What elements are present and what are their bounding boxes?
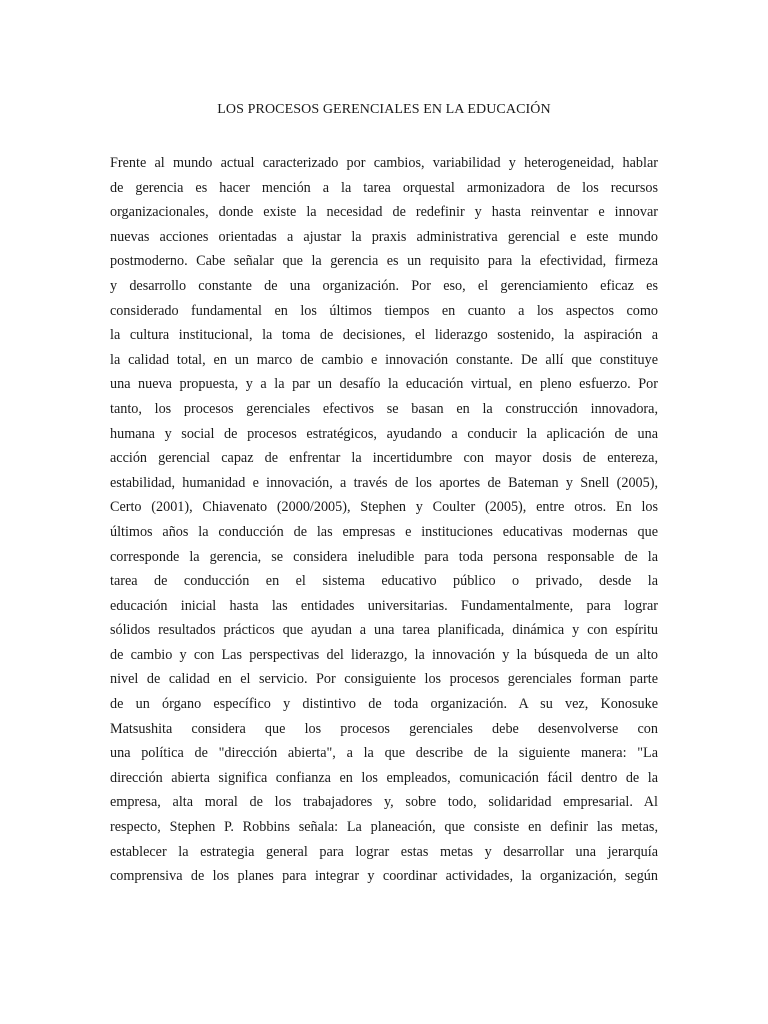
paragraph-line: comprensiva de los planes para integrar y coordinar actividades, la organización, según <box>110 868 658 885</box>
paragraph-line: la cultura institucional, la toma de decisiones, el liderazgo sostenido, la aspiración a <box>110 327 658 344</box>
paragraph-line: nuevas acciones orientadas a ajustar la praxis administrativa gerencial e este mundo <box>110 228 658 245</box>
paragraph-line: Certo (2001), Chiavenato (2000/2005), Stephen y Coulter (2005), entre otros. En los <box>110 499 658 516</box>
document-title: LOS PROCESOS GERENCIALES EN LA EDUCACIÓN <box>217 102 551 117</box>
paragraph-line: una nueva propuesta, y a la par un desafío la educación virtual, en pleno esfuerzo. Por <box>110 376 658 393</box>
paragraph-line: establecer la estrategia general para lograr estas metas y desarrollar una jerarquía <box>110 843 658 860</box>
paragraph-line: corresponde la gerencia, se considera ineludible para toda persona responsable de la <box>110 548 658 565</box>
paragraph-line: nivel de calidad en el servicio. Por consiguiente los procesos gerenciales forman parte <box>110 671 658 688</box>
paragraph-line: considerado fundamental en los últimos tiempos en cuanto a los aspectos como <box>110 302 658 319</box>
paragraph-line: empresa, alta moral de los trabajadores y, sobre todo, solidaridad empresarial. Al <box>110 794 658 811</box>
paragraph-line: una política de "dirección abierta", a la que describe de la siguiente manera: "La <box>110 745 658 762</box>
paragraph-line: Matsushita considera que los procesos gerenciales debe desenvolverse con <box>110 720 658 737</box>
paragraph-line: postmoderno. Cabe señalar que la gerencia es un requisito para la efectividad, firmeza <box>110 253 658 270</box>
paragraph-line: educación inicial hasta las entidades universitarias. Fundamentalmente, para lograr <box>110 597 658 614</box>
paragraph-line: de un órgano específico y distintivo de toda organización. A su vez, Konosuke <box>110 696 658 713</box>
paragraph-line: de gerencia es hacer mención a la tarea orquestal armonizadora de los recursos <box>110 179 658 196</box>
paragraph-line: dirección abierta significa confianza en los empleados, comunicación fácil dentro de la <box>110 769 658 786</box>
paragraph-line: y desarrollo constante de una organización. Por eso, el gerenciamiento eficaz es <box>110 277 658 294</box>
paragraph-line: humana y social de procesos estratégicos, ayudando a conducir la aplicación de una <box>110 425 658 442</box>
paragraph-line: respecto, Stephen P. Robbins señala: La planeación, que consiste en definir las metas, <box>110 819 658 836</box>
paragraph-line: sólidos resultados prácticos que ayudan a una tarea planificada, dinámica y con espíritu <box>110 622 658 639</box>
paragraph-line: organizacionales, donde existe la necesidad de redefinir y hasta reinventar e innovar <box>110 204 658 221</box>
paragraph-line: de cambio y con Las perspectivas del liderazgo, la innovación y la búsqueda de un alto <box>110 646 658 663</box>
paragraph-line: Frente al mundo actual caracterizado por cambios, variabilidad y heterogeneidad, hablar <box>110 155 658 171</box>
paragraph-line: últimos años la conducción de las empresas e instituciones educativas modernas que <box>110 523 658 540</box>
paragraph-line: estabilidad, humanidad e innovación, a través de los aportes de Bateman y Snell (2005), <box>110 474 658 491</box>
paragraph-line: la calidad total, en un marco de cambio e innovación constante. De allí que constituye <box>110 351 658 368</box>
paragraph-line: tanto, los procesos gerenciales efectivos se basan en la construcción innovadora, <box>110 400 658 417</box>
paragraph-line: tarea de conducción en el sistema educativo público o privado, desde la <box>110 573 658 590</box>
body-paragraph <box>110 151 658 889</box>
paragraph-line: acción gerencial capaz de enfrentar la incertidumbre con mayor dosis de entereza, <box>110 450 658 467</box>
